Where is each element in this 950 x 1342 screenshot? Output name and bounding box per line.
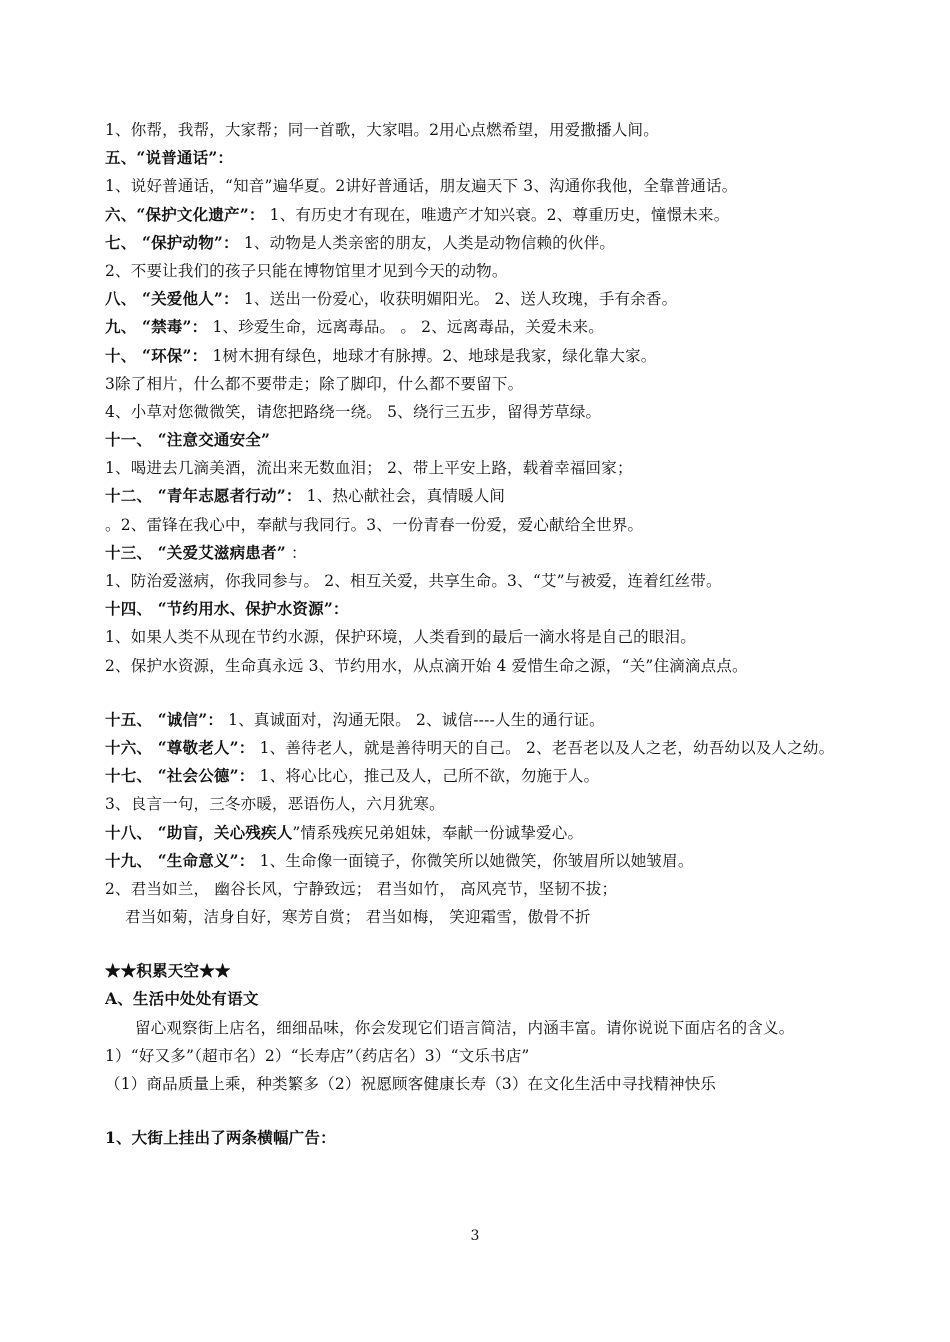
heading-text: 十六、 “尊敬老人”： xyxy=(105,737,255,757)
text-line xyxy=(105,511,850,539)
line-text: （1）商品质量上乘，种类繁多（2）祝愿顾客健康长寿（3）在文化生活中寻找精神快乐 xyxy=(105,1075,717,1094)
heading-text: 十四、 “节约用水、保护水资源”： xyxy=(105,599,349,619)
section-heading-13 xyxy=(105,539,850,567)
text-line xyxy=(105,370,850,398)
line-text: ： xyxy=(285,543,307,562)
line-text: 君当如菊，洁身自好，寒芳自赏； 君当如梅， 笑迎霜雪，傲骨不折 xyxy=(125,908,591,927)
spacer xyxy=(105,1098,850,1124)
text-line xyxy=(105,454,850,482)
section-heading-18 xyxy=(105,819,850,847)
text-line xyxy=(105,1070,850,1098)
line-text: 1、送出一份爱心，收获明媚阳光。 2、送人玫瑰，手有余香。 xyxy=(238,290,678,309)
text-line xyxy=(105,1042,850,1070)
heading-text: 十三、 “关爱艾滋病患者” xyxy=(105,542,286,562)
heading-text: 1、大街上挂出了两条横幅广告： xyxy=(105,1128,336,1148)
section-heading-10 xyxy=(105,342,850,370)
section-heading-7 xyxy=(105,229,850,257)
section-heading-15 xyxy=(105,706,850,734)
line-text: ”情系残疾兄弟姐妹，奉献一份诚挚爱心。 xyxy=(292,823,584,842)
line-text: 2、君当如兰， 幽谷长风，宁静致远； 君当如竹， 高风亮节，坚韧不拔； xyxy=(105,879,618,898)
heading-text: 十一、 “注意交通安全” xyxy=(105,430,271,450)
section-heading-17 xyxy=(105,762,850,790)
line-text: 1、善待老人，就是善待明天的自己。 2、老吾老以及人之老，幼吾幼以及人之幼。 xyxy=(254,738,835,757)
text-line xyxy=(105,567,850,595)
line-text: 1、如果人类不从现在节约水源，保护环境，人类看到的最后一滴水将是自己的眼泪。 xyxy=(105,628,696,647)
spacer xyxy=(105,680,850,706)
paragraph xyxy=(105,1014,850,1042)
question-heading xyxy=(105,1124,850,1152)
section-heading-16 xyxy=(105,734,850,762)
text-line xyxy=(105,257,850,285)
spacer xyxy=(105,931,850,957)
section-heading-11 xyxy=(105,426,850,454)
document-body xyxy=(105,116,850,1152)
heading-text: ★★积累天空★★ xyxy=(105,961,231,981)
heading-text: 七、 “保护动物”： xyxy=(105,232,239,252)
heading-text: 十、 “环保”： xyxy=(105,345,208,365)
section-heading-14 xyxy=(105,595,850,623)
text-line xyxy=(105,398,850,426)
text-line xyxy=(105,172,850,200)
section-heading-6 xyxy=(105,201,850,229)
line-text: 1树木拥有绿色，地球才有脉搏。2、地球是我家，绿化靠大家。 xyxy=(207,346,657,365)
heading-text: 十五、 “诚信”： xyxy=(105,709,224,729)
section-heading-12 xyxy=(105,482,850,510)
line-text: 1、有历史才有现在，唯遗产才知兴衰。2、尊重历史，憧憬未来。 xyxy=(264,205,730,224)
section-heading-9 xyxy=(105,313,850,341)
line-text: 2、不要让我们的孩子只能在博物馆里才见到今天的动物。 xyxy=(105,261,508,280)
heading-text: 十九、 “生命意义”： xyxy=(105,850,255,870)
line-text: 1、防治爱滋病，你我同参与。 2、相互关爱，共享生命。3、“艾”与被爱，连着红丝带。 xyxy=(105,572,722,590)
heading-text: A、生活中处处有语文 xyxy=(105,989,259,1009)
heading-text: 八、 “关爱他人”： xyxy=(105,289,239,309)
text-line xyxy=(105,116,850,144)
line-text: 1、说好普通话，“知音”遍华夏。2讲好普通话，朋友遍天下 3、沟通你我他，全靠普通话。 xyxy=(105,177,738,196)
line-text: 1、将心比心，推己及人，己所不欲，勿施于人。 xyxy=(254,767,600,786)
line-text: 3除了相片，什么都不要带走；除了脚印，什么都不要留下。 xyxy=(105,374,524,393)
text-line xyxy=(105,652,850,680)
line-text: 2、保护水资源，生命真永远 3、节约用水，从点滴开始 4 爱惜生命之源，“关”住滴滴点点。 xyxy=(105,656,748,675)
text-line xyxy=(105,623,850,651)
text-line xyxy=(105,790,850,818)
line-text: 1、真诚面对，沟通无限。 2、诚信----人生的通行证。 xyxy=(223,710,605,729)
line-text: 。2、雷锋在我心中，奉献与我同行。3、一份青春一份爱，爱心献给全世界。 xyxy=(105,515,644,534)
line-text: 1、热心献社会，真情暖人间 xyxy=(301,487,506,506)
heading-text: 九、 “禁毒”： xyxy=(105,317,208,337)
section-heading-8 xyxy=(105,285,850,313)
text-line xyxy=(105,875,850,903)
line-text: 4、小草对您微微笑，请您把路绕一绕。 5、绕行三五步，留得芳草绿。 xyxy=(105,402,602,421)
line-text: 1、你帮，我帮，大家帮；同一首歌，大家唱。2用心点燃希望，用爱撒播人间。 xyxy=(105,121,659,139)
line-text: 留心观察街上店名，细细品味，你会发现它们语言简洁，内涵丰富。请你说说下面店名的含义。 xyxy=(135,1018,795,1037)
heading-text: 六、“保护文化遗产”： xyxy=(105,204,265,224)
line-text: 1、喝进去几滴美酒，流出来无数血泪； 2、带上平安上路，载着幸福回家； xyxy=(105,459,633,478)
section-title-accumulation xyxy=(105,957,850,985)
heading-text: 十七、 “社会公德”： xyxy=(105,766,255,786)
section-heading-19 xyxy=(105,847,850,875)
heading-text: 十二、 “青年志愿者行动”： xyxy=(105,486,302,506)
text-line xyxy=(105,903,850,931)
heading-text: 十八、 “助盲，关心残疾人 xyxy=(105,822,293,842)
line-text: 1、动物是人类亲密的朋友，人类是动物信赖的伙伴。 xyxy=(238,233,616,252)
subsection-heading-a xyxy=(105,985,850,1013)
line-text: 1）“好又多”（超市名）2）“长寿店”（药店名）3）“文乐书店” xyxy=(105,1046,530,1065)
section-heading-5 xyxy=(105,144,850,172)
line-text: 3、良言一句，三冬亦暖，恶语伤人，六月犹寒。 xyxy=(105,795,445,814)
line-text: 1、珍爱生命，远离毒品。 。 2、远离毒品，关爱未来。 xyxy=(207,318,604,337)
page-number: 3 xyxy=(470,1228,480,1244)
line-text: 1、生命像一面镜子，你微笑所以她微笑，你皱眉所以她皱眉。 xyxy=(254,851,694,870)
heading-text: 五、“说普通话”： xyxy=(105,148,234,168)
